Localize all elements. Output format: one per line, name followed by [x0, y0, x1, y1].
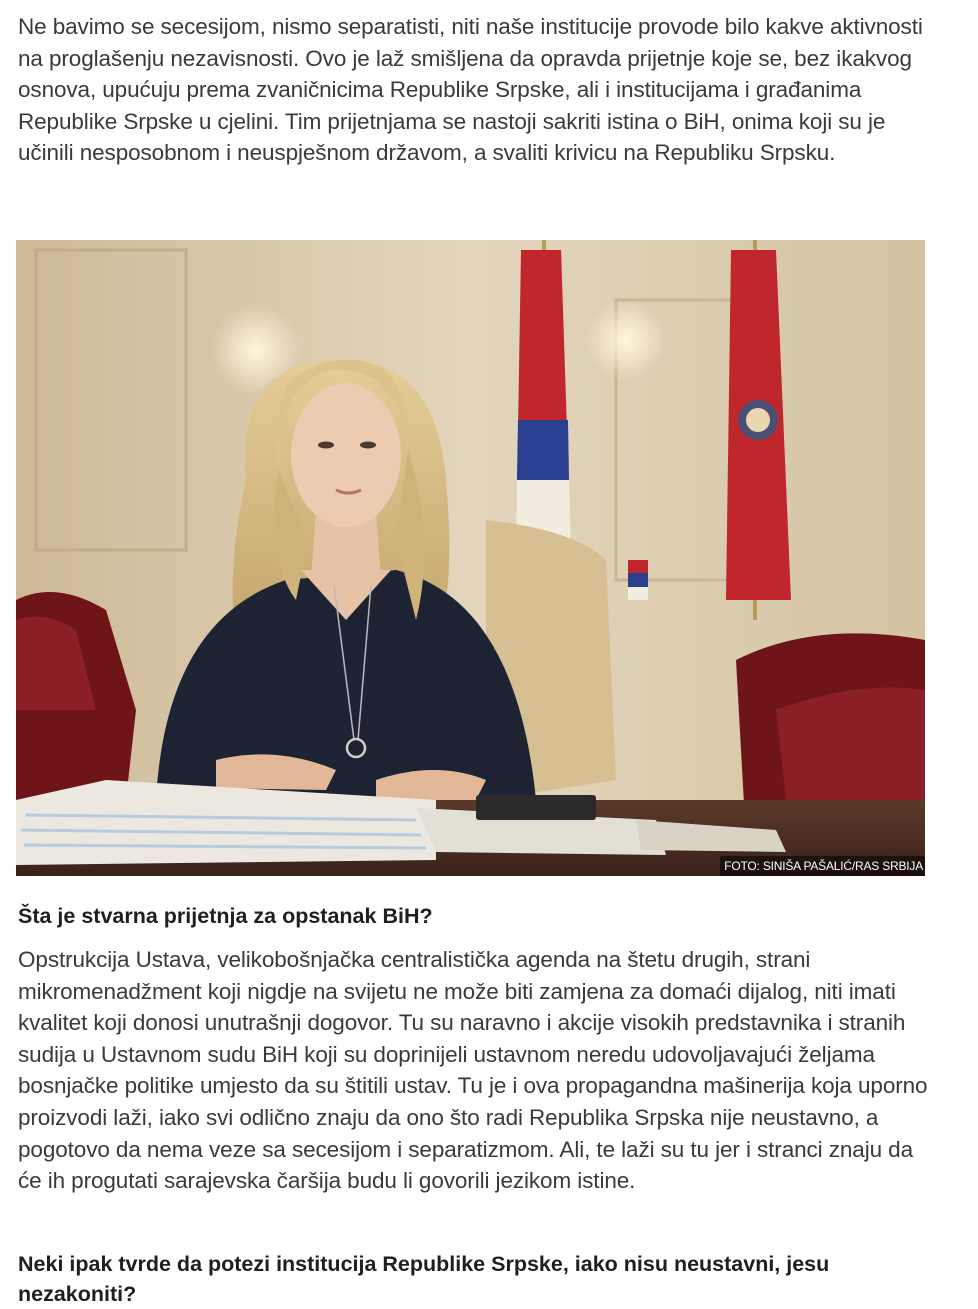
article-photo	[16, 240, 925, 876]
photo-credit: FOTO: SINIŠA PAŠALIĆ/RAS SRBIJA	[720, 856, 925, 876]
interview-question: Šta je stvarna prijetnja za opstanak BiH?	[18, 904, 433, 928]
interview-question: Neki ipak tvrde da potezi institucija Republike Srpske, iako nisu neustavni, jesu nezakoniti?	[18, 1252, 830, 1306]
article-paragraph: Opstrukcija Ustava, velikobošnjačka centralistička agenda na štetu drugih, strani mikromenadžment koji nigdje na svijetu ne može biti zamjena za domaći dijalog, niti imati kvalitet koji donosi unutrašnji dogovor. Tu su naravno i akcije visokih predstavnika i stranih sudija u Ustavnom sudu BiH koji su doprinijeli ustavnom neredu udovoljavajući željama bosnjačke politike umjesto da su štitili ustav. Tu je i ova propagandna mašinerija koja uporno proizvodi laži, iako svi odlično znaju da ono što radi Republika Srpska nije neustavno, a pogotovo da nema veze sa secesijom i separatizmom. Ali, te laži su tu jer i stranci znaju da će ih progutati sarajevska čaršija budu li govorili jezikom istine.	[18, 947, 928, 1194]
photo-illustration	[16, 240, 925, 876]
article-paragraph: Ne bavimo se secesijom, nismo separatisti, niti naše institucije provode bilo kakve aktivnosti na proglašenju nezavisnosti. Ovo je laž smišljena da opravda prijetnje koje se, bez ikakvog osnova, upućuju prema zvaničnicima Republike Srpske, ali i institucijama i građanima Republike Srpske u cjelini. Tim prijetnjama se nastoji sakriti istina o BiH, onima koji su je učinili nesposobnom i neuspješnom državom, a svaliti krivicu na Republiku Srpsku.	[18, 14, 923, 166]
